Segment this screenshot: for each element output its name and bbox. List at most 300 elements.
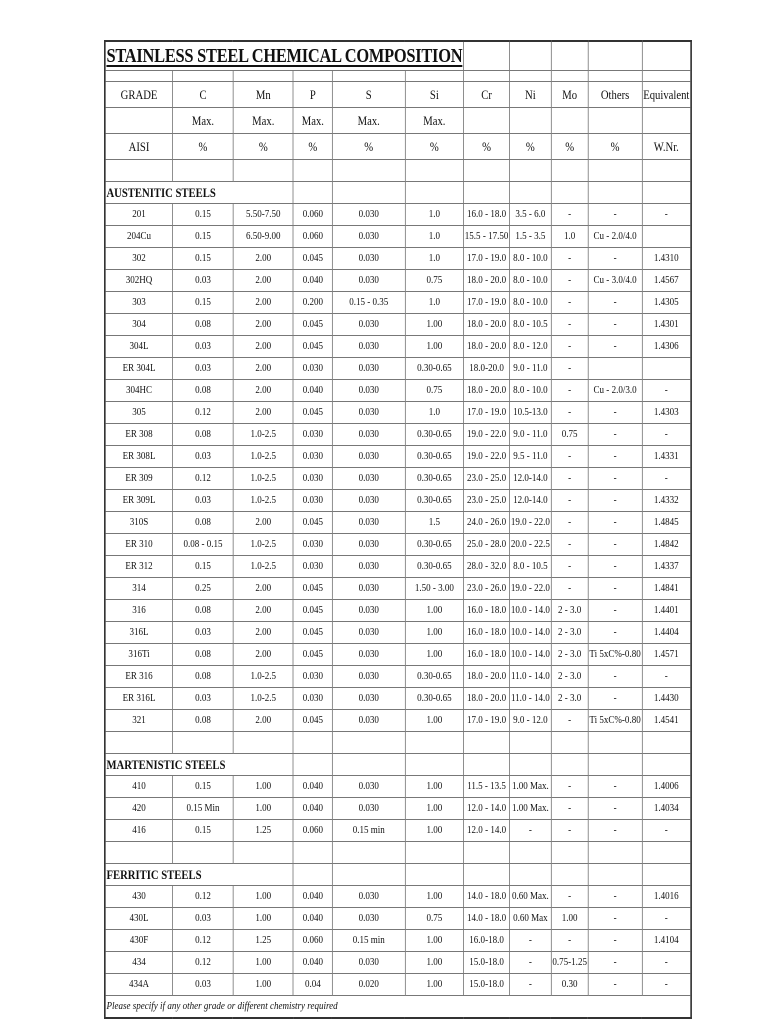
equivalent-cell: 1.4401 <box>642 600 691 622</box>
mn-cell: 2.00 <box>233 292 293 314</box>
empty-cell <box>464 864 510 886</box>
p-cell: 0.045 <box>293 600 332 622</box>
s-cell: 0.030 <box>332 666 405 688</box>
table-row <box>105 600 691 622</box>
header-mo: Mo <box>551 82 588 108</box>
header-others <box>588 108 642 134</box>
equivalent-cell <box>642 358 691 380</box>
cr-cell: 16.0 - 18.0 <box>464 204 510 226</box>
cr-cell: 17.0 - 19.0 <box>464 248 510 270</box>
grade-cell: 303 <box>105 292 173 314</box>
empty-cell <box>233 71 293 82</box>
equivalent-cell: - <box>642 204 691 226</box>
empty-cell <box>510 182 552 204</box>
empty-cell <box>551 754 588 776</box>
p-cell: 0.030 <box>293 688 332 710</box>
cr-cell: 18.0 - 20.0 <box>464 270 510 292</box>
header-p: P <box>293 82 332 108</box>
mn-cell: 1.00 <box>233 776 293 798</box>
ni-cell: 10.0 - 14.0 <box>510 644 552 666</box>
table-row <box>105 204 691 226</box>
cr-cell: 15.5 - 17.50 <box>464 226 510 248</box>
mo-cell: - <box>551 578 588 600</box>
p-cell: 0.040 <box>293 270 332 292</box>
ni-cell: - <box>510 974 552 996</box>
empty-cell <box>588 754 642 776</box>
s-cell: 0.15 min <box>332 930 405 952</box>
empty-cell <box>510 864 552 886</box>
mo-cell: - <box>551 886 588 908</box>
p-cell: 0.04 <box>293 974 332 996</box>
grade-cell: ER 309L <box>105 490 173 512</box>
si-cell: 0.30-0.65 <box>405 358 463 380</box>
grade-cell: ER 312 <box>105 556 173 578</box>
others-cell: - <box>588 446 642 468</box>
cr-cell: 18.0 - 20.0 <box>464 666 510 688</box>
empty-cell <box>173 160 233 182</box>
cr-cell: 12.0 - 14.0 <box>464 820 510 842</box>
ni-cell: 8.0 - 12.0 <box>510 336 552 358</box>
header-si: % <box>405 134 463 160</box>
cr-cell: 17.0 - 19.0 <box>464 292 510 314</box>
c-cell: 0.03 <box>173 622 233 644</box>
p-cell: 0.045 <box>293 402 332 424</box>
table-row <box>105 710 691 732</box>
equivalent-cell: - <box>642 666 691 688</box>
empty-cell <box>233 160 293 182</box>
empty-cell <box>588 864 642 886</box>
ni-cell: 20.0 - 22.5 <box>510 534 552 556</box>
equivalent-cell: 1.4404 <box>642 622 691 644</box>
mn-cell: 1.00 <box>233 886 293 908</box>
p-cell: 0.040 <box>293 952 332 974</box>
mn-cell: 1.0-2.5 <box>233 446 293 468</box>
mn-cell: 1.25 <box>233 930 293 952</box>
section-header-row <box>105 754 691 776</box>
p-cell: 0.030 <box>293 424 332 446</box>
empty-cell <box>588 41 642 71</box>
s-cell: 0.030 <box>332 380 405 402</box>
grade-cell: ER 316 <box>105 666 173 688</box>
p-cell: 0.060 <box>293 930 332 952</box>
others-cell: - <box>588 798 642 820</box>
header-s: Max. <box>332 108 405 134</box>
empty-cell <box>642 182 691 204</box>
header-si: Max. <box>405 108 463 134</box>
table-row <box>105 776 691 798</box>
equivalent-cell: 1.4571 <box>642 644 691 666</box>
p-cell: 0.045 <box>293 710 332 732</box>
footnote: Please specify if any other grade or different chemistry required <box>105 996 691 1019</box>
others-cell: - <box>588 666 642 688</box>
grade-cell: 321 <box>105 710 173 732</box>
grade-cell: ER 316L <box>105 688 173 710</box>
p-cell: 0.030 <box>293 534 332 556</box>
mn-cell: 1.25 <box>233 820 293 842</box>
mn-cell: 6.50-9.00 <box>233 226 293 248</box>
grade-cell: 316Ti <box>105 644 173 666</box>
empty-cell <box>510 71 552 82</box>
si-cell: 0.30-0.65 <box>405 468 463 490</box>
cr-cell: 14.0 - 18.0 <box>464 908 510 930</box>
table-row <box>105 402 691 424</box>
p-cell: 0.030 <box>293 358 332 380</box>
mn-cell: 2.00 <box>233 358 293 380</box>
others-cell: - <box>588 600 642 622</box>
cr-cell: 15.0-18.0 <box>464 952 510 974</box>
table-row <box>105 424 691 446</box>
s-cell: 0.030 <box>332 248 405 270</box>
mo-cell: 2 - 3.0 <box>551 600 588 622</box>
equivalent-cell: 1.4301 <box>642 314 691 336</box>
s-cell: 0.030 <box>332 710 405 732</box>
others-cell <box>588 358 642 380</box>
table-row <box>105 490 691 512</box>
mn-cell: 5.50-7.50 <box>233 204 293 226</box>
equivalent-cell: 1.4332 <box>642 490 691 512</box>
empty-cell <box>551 732 588 754</box>
empty-cell <box>642 41 691 71</box>
table-row <box>105 886 691 908</box>
s-cell: 0.030 <box>332 600 405 622</box>
cr-cell: 19.0 - 22.0 <box>464 446 510 468</box>
section-title: AUSTENITIC STEELS <box>105 182 294 204</box>
empty-cell <box>510 41 552 71</box>
mn-cell: 1.0-2.5 <box>233 556 293 578</box>
mo-cell: 1.0 <box>551 226 588 248</box>
header-equivalent <box>642 108 691 134</box>
others-cell: - <box>588 688 642 710</box>
empty-cell <box>293 754 332 776</box>
others-cell: - <box>588 292 642 314</box>
si-cell: 1.00 <box>405 886 463 908</box>
section-header-row <box>105 864 691 886</box>
ni-cell: 1.5 - 3.5 <box>510 226 552 248</box>
mo-cell: - <box>551 336 588 358</box>
si-cell: 1.00 <box>405 622 463 644</box>
s-cell: 0.15 - 0.35 <box>332 292 405 314</box>
ni-cell: - <box>510 952 552 974</box>
others-cell: - <box>588 556 642 578</box>
ni-cell: 8.0 - 10.5 <box>510 314 552 336</box>
si-cell: 0.75 <box>405 908 463 930</box>
cr-cell: 18.0-20.0 <box>464 358 510 380</box>
mo-cell: - <box>551 512 588 534</box>
table-row <box>105 820 691 842</box>
header-p: Max. <box>293 108 332 134</box>
cr-cell: 16.0-18.0 <box>464 930 510 952</box>
p-cell: 0.030 <box>293 468 332 490</box>
section-title: FERRITIC STEELS <box>105 864 294 886</box>
others-cell: - <box>588 490 642 512</box>
c-cell: 0.15 <box>173 226 233 248</box>
header-cr: % <box>464 134 510 160</box>
s-cell: 0.020 <box>332 974 405 996</box>
empty-cell <box>332 71 405 82</box>
empty-cell <box>293 160 332 182</box>
page-title: STAINLESS STEEL CHEMICAL COMPOSITION <box>105 41 464 71</box>
empty-cell <box>332 842 405 864</box>
mo-cell: - <box>551 798 588 820</box>
others-cell: - <box>588 930 642 952</box>
cr-cell: 19.0 - 22.0 <box>464 424 510 446</box>
c-cell: 0.03 <box>173 446 233 468</box>
grade-cell: ER 304L <box>105 358 173 380</box>
empty-cell <box>105 732 173 754</box>
c-cell: 0.12 <box>173 886 233 908</box>
grade-cell: 204Cu <box>105 226 173 248</box>
p-cell: 0.040 <box>293 776 332 798</box>
si-cell: 1.00 <box>405 952 463 974</box>
table-row <box>105 952 691 974</box>
si-cell: 1.00 <box>405 798 463 820</box>
ni-cell: 10.5-13.0 <box>510 402 552 424</box>
cr-cell: 17.0 - 19.0 <box>464 402 510 424</box>
empty-cell <box>464 41 510 71</box>
equivalent-cell: - <box>642 908 691 930</box>
ni-cell: 8.0 - 10.5 <box>510 556 552 578</box>
si-cell: 0.30-0.65 <box>405 534 463 556</box>
mn-cell: 1.0-2.5 <box>233 688 293 710</box>
grade-cell: ER 308 <box>105 424 173 446</box>
empty-cell <box>173 71 233 82</box>
header-grade: AISI <box>105 134 173 160</box>
table-row <box>105 798 691 820</box>
header-mo: % <box>551 134 588 160</box>
equivalent-cell: 1.4305 <box>642 292 691 314</box>
mo-cell: - <box>551 248 588 270</box>
c-cell: 0.08 <box>173 512 233 534</box>
others-cell: Ti 5xC%-0.80 <box>588 644 642 666</box>
composition-table <box>104 40 692 1019</box>
others-cell: - <box>588 886 642 908</box>
footnote-row <box>105 996 691 1019</box>
c-cell: 0.03 <box>173 270 233 292</box>
ni-cell: 8.0 - 10.0 <box>510 248 552 270</box>
si-cell: 1.5 <box>405 512 463 534</box>
equivalent-cell: 1.4845 <box>642 512 691 534</box>
others-cell: - <box>588 952 642 974</box>
c-cell: 0.12 <box>173 930 233 952</box>
grade-cell: 304HC <box>105 380 173 402</box>
header-equivalent: Equivalent <box>642 82 691 108</box>
s-cell: 0.030 <box>332 952 405 974</box>
ni-cell: 9.0 - 12.0 <box>510 710 552 732</box>
si-cell: 0.30-0.65 <box>405 556 463 578</box>
c-cell: 0.12 <box>173 952 233 974</box>
si-cell: 1.0 <box>405 248 463 270</box>
mo-cell: - <box>551 776 588 798</box>
s-cell: 0.030 <box>332 270 405 292</box>
spacer-row <box>105 71 691 82</box>
others-cell: - <box>588 820 642 842</box>
grade-cell: 434A <box>105 974 173 996</box>
si-cell: 1.00 <box>405 930 463 952</box>
mo-cell: - <box>551 820 588 842</box>
si-cell: 0.30-0.65 <box>405 666 463 688</box>
p-cell: 0.200 <box>293 292 332 314</box>
ni-cell: 19.0 - 22.0 <box>510 512 552 534</box>
table-row <box>105 248 691 270</box>
s-cell: 0.030 <box>332 578 405 600</box>
cr-cell: 23.0 - 25.0 <box>464 468 510 490</box>
mo-cell: 1.00 <box>551 908 588 930</box>
others-cell: - <box>588 622 642 644</box>
p-cell: 0.060 <box>293 820 332 842</box>
empty-cell <box>588 182 642 204</box>
table-row <box>105 974 691 996</box>
p-cell: 0.060 <box>293 226 332 248</box>
c-cell: 0.08 <box>173 666 233 688</box>
mn-cell: 2.00 <box>233 380 293 402</box>
empty-cell <box>551 41 588 71</box>
empty-cell <box>642 71 691 82</box>
p-cell: 0.045 <box>293 248 332 270</box>
mn-cell: 2.00 <box>233 270 293 292</box>
s-cell: 0.030 <box>332 446 405 468</box>
s-cell: 0.030 <box>332 358 405 380</box>
empty-cell <box>642 754 691 776</box>
mn-cell: 1.0-2.5 <box>233 468 293 490</box>
header-grade: GRADE <box>105 82 173 108</box>
grade-cell: 305 <box>105 402 173 424</box>
si-cell: 1.00 <box>405 644 463 666</box>
mn-cell: 2.00 <box>233 402 293 424</box>
header-ni <box>510 108 552 134</box>
empty-cell <box>293 71 332 82</box>
blank-row <box>105 160 691 182</box>
table-row <box>105 622 691 644</box>
ni-cell: 3.5 - 6.0 <box>510 204 552 226</box>
empty-cell <box>464 754 510 776</box>
others-cell: - <box>588 908 642 930</box>
c-cell: 0.03 <box>173 908 233 930</box>
si-cell: 1.00 <box>405 776 463 798</box>
cr-cell: 16.0 - 18.0 <box>464 600 510 622</box>
mn-cell: 1.00 <box>233 974 293 996</box>
blank-row <box>105 842 691 864</box>
si-cell: 1.0 <box>405 292 463 314</box>
c-cell: 0.08 <box>173 314 233 336</box>
empty-cell <box>332 160 405 182</box>
si-cell: 0.30-0.65 <box>405 424 463 446</box>
si-cell: 1.00 <box>405 600 463 622</box>
empty-cell <box>405 182 463 204</box>
empty-cell <box>588 842 642 864</box>
s-cell: 0.030 <box>332 644 405 666</box>
grade-cell: 410 <box>105 776 173 798</box>
empty-cell <box>332 732 405 754</box>
others-cell: - <box>588 424 642 446</box>
empty-cell <box>233 732 293 754</box>
s-cell: 0.030 <box>332 556 405 578</box>
empty-cell <box>405 732 463 754</box>
empty-cell <box>642 864 691 886</box>
empty-cell <box>510 160 552 182</box>
header-row <box>105 82 691 108</box>
grade-cell: 201 <box>105 204 173 226</box>
header-mn: Max. <box>233 108 293 134</box>
empty-cell <box>464 71 510 82</box>
empty-cell <box>551 71 588 82</box>
equivalent-cell: 1.4016 <box>642 886 691 908</box>
others-cell: Cu - 2.0/3.0 <box>588 380 642 402</box>
grade-cell: ER 308L <box>105 446 173 468</box>
c-cell: 0.08 <box>173 600 233 622</box>
grade-cell: 430 <box>105 886 173 908</box>
p-cell: 0.045 <box>293 512 332 534</box>
cr-cell: 18.0 - 20.0 <box>464 380 510 402</box>
c-cell: 0.08 <box>173 380 233 402</box>
mo-cell: 2 - 3.0 <box>551 622 588 644</box>
p-cell: 0.040 <box>293 798 332 820</box>
grade-cell: 430L <box>105 908 173 930</box>
p-cell: 0.040 <box>293 886 332 908</box>
cr-cell: 11.5 - 13.5 <box>464 776 510 798</box>
mo-cell: - <box>551 490 588 512</box>
equivalent-cell: 1.4567 <box>642 270 691 292</box>
blank-row <box>105 732 691 754</box>
c-cell: 0.12 <box>173 468 233 490</box>
header-equivalent: W.Nr. <box>642 134 691 160</box>
c-cell: 0.15 <box>173 776 233 798</box>
header-others: % <box>588 134 642 160</box>
empty-cell <box>332 754 405 776</box>
s-cell: 0.030 <box>332 204 405 226</box>
equivalent-cell: 1.4430 <box>642 688 691 710</box>
empty-cell <box>510 842 552 864</box>
grade-cell: 302 <box>105 248 173 270</box>
c-cell: 0.03 <box>173 490 233 512</box>
cr-cell: 24.0 - 26.0 <box>464 512 510 534</box>
empty-cell <box>105 71 173 82</box>
mn-cell: 1.00 <box>233 798 293 820</box>
p-cell: 0.045 <box>293 314 332 336</box>
p-cell: 0.045 <box>293 336 332 358</box>
mn-cell: 1.00 <box>233 952 293 974</box>
p-cell: 0.030 <box>293 556 332 578</box>
c-cell: 0.08 - 0.15 <box>173 534 233 556</box>
s-cell: 0.030 <box>332 490 405 512</box>
table-row <box>105 666 691 688</box>
header-mn: % <box>233 134 293 160</box>
grade-cell: 314 <box>105 578 173 600</box>
si-cell: 0.75 <box>405 380 463 402</box>
ni-cell: 12.0-14.0 <box>510 468 552 490</box>
cr-cell: 14.0 - 18.0 <box>464 886 510 908</box>
others-cell: - <box>588 512 642 534</box>
equivalent-cell: 1.4303 <box>642 402 691 424</box>
empty-cell <box>405 864 463 886</box>
header-si: Si <box>405 82 463 108</box>
header-c: % <box>173 134 233 160</box>
mn-cell: 2.00 <box>233 248 293 270</box>
others-cell: - <box>588 534 642 556</box>
grade-cell: 316 <box>105 600 173 622</box>
si-cell: 1.0 <box>405 204 463 226</box>
mo-cell: 0.75 <box>551 424 588 446</box>
empty-cell <box>105 160 173 182</box>
cr-cell: 15.0-18.0 <box>464 974 510 996</box>
empty-cell <box>173 732 233 754</box>
equivalent-cell: - <box>642 974 691 996</box>
mn-cell: 2.00 <box>233 512 293 534</box>
mn-cell: 2.00 <box>233 314 293 336</box>
p-cell: 0.040 <box>293 908 332 930</box>
mo-cell: - <box>551 468 588 490</box>
equivalent-cell: 1.4306 <box>642 336 691 358</box>
c-cell: 0.12 <box>173 402 233 424</box>
